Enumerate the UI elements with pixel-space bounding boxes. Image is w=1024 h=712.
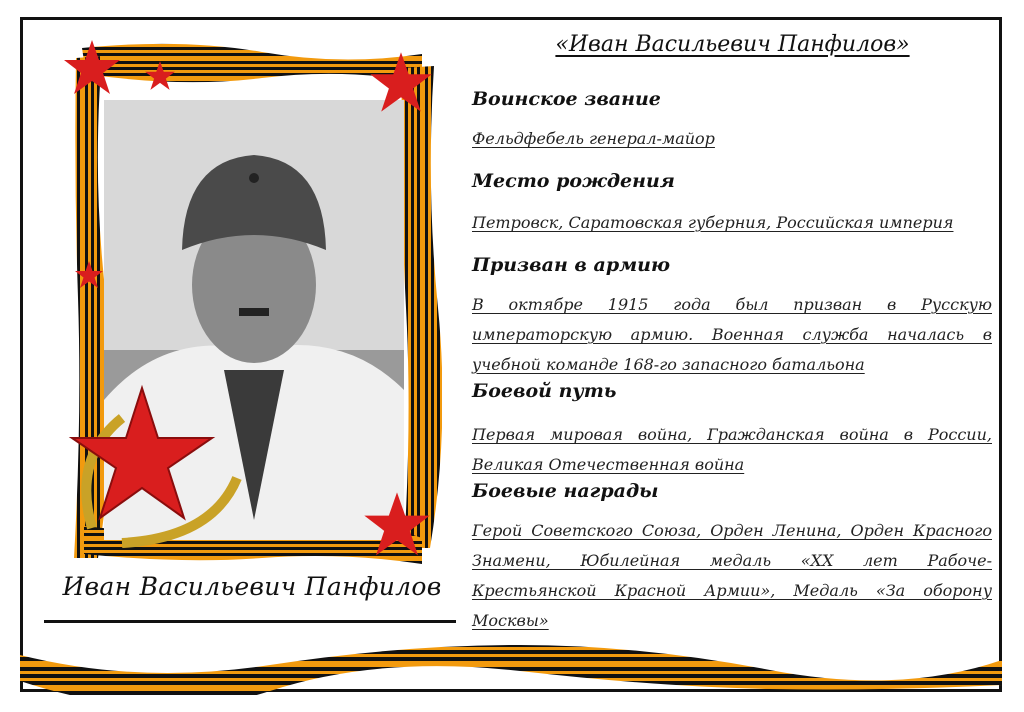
section-heading-birthplace: Место рождения [472, 170, 675, 192]
section-value-conscription: В октябре 1915 года был призван в Русскую императорскую армию. Военная служба началась в учебной команде 168-го запасного батальона [472, 295, 992, 374]
star-icon [144, 60, 176, 92]
section-value-rank: Фельдфебель генерал-майор [472, 129, 715, 148]
portrait-frame [62, 38, 442, 566]
section-value-combat-path: Первая мировая война, Гражданская война в России, Великая Отечественная война [472, 425, 992, 474]
star-icon [362, 490, 432, 560]
star-medal-icon [62, 368, 252, 558]
section-heading-conscription: Призван в армию [472, 254, 671, 276]
portrait-caption: Иван Васильевич Панфилов [62, 572, 442, 601]
star-icon [74, 260, 104, 290]
section-heading-combat-path: Боевой путь [472, 380, 617, 402]
section-heading-awards: Боевые награды [472, 480, 659, 502]
section-value-birthplace: Петровск, Саратовская губерния, Российская империя [472, 213, 954, 232]
star-icon [368, 50, 434, 116]
bottom-ribbon [20, 615, 1002, 695]
section-heading-rank: Воинское звание [472, 88, 661, 110]
section-value-awards: Герой Советского Союза, Орден Ленина, Орден Красного Знамени, Юбилейная медаль «XX лет Рабоче-Крестьянской Красной Армии», Медаль «За оборону Москвы» [472, 521, 992, 630]
star-icon [62, 38, 122, 98]
page-title: «Иван Васильевич Панфилов» [555, 32, 910, 57]
